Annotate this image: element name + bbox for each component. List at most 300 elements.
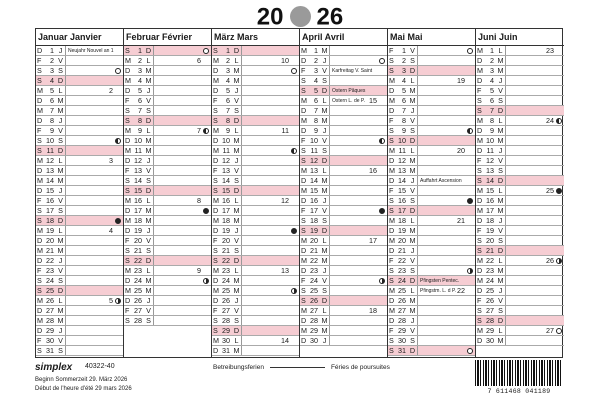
weekday-fr: D: [497, 246, 504, 255]
legend-line: [270, 367, 325, 368]
day-row: [476, 66, 564, 76]
moon-new-icon: [115, 218, 121, 224]
weekday-fr: V: [234, 166, 239, 175]
day-row: [388, 246, 475, 256]
day-row: [388, 96, 475, 106]
weekday-fr: J: [322, 336, 327, 345]
moon-full-icon: [467, 348, 473, 354]
weekday-fr: J: [146, 156, 151, 165]
weekday-fr: S: [322, 216, 327, 225]
day-number: 10: [398, 136, 406, 145]
day-row: [388, 156, 475, 166]
day-row: [300, 256, 387, 266]
day-number: 11: [398, 146, 406, 155]
day-row: [212, 256, 299, 266]
weekday-de: S: [389, 126, 394, 135]
day-divider: [505, 106, 506, 116]
moon-full-icon: [379, 58, 385, 64]
moon-full-icon: [467, 48, 473, 54]
weekday-fr: M: [321, 46, 328, 55]
day-row: [476, 176, 564, 186]
day-row: [300, 106, 387, 116]
day-row: [476, 226, 564, 236]
day-number: 14: [486, 176, 494, 185]
weekday-fr: S: [58, 346, 63, 355]
event-label: Ostern Pâques: [332, 88, 366, 94]
day-row: [388, 76, 475, 86]
day-row: [476, 276, 564, 286]
weekday-fr: M: [497, 336, 504, 345]
day-divider: [329, 206, 330, 216]
weekday-fr: L: [58, 156, 63, 165]
weekday-de: D: [125, 136, 131, 145]
day-number: 13: [310, 166, 318, 175]
weekday-de: S: [37, 146, 42, 155]
day-divider: [153, 96, 154, 106]
day-divider: [329, 156, 330, 166]
weekday-fr: M: [233, 216, 240, 225]
month-title: März Mars: [212, 29, 299, 46]
day-number: 14: [46, 176, 54, 185]
day-number: 31: [398, 346, 406, 355]
weekday-fr: S: [322, 76, 327, 85]
day-row: [476, 236, 564, 246]
day-divider: [329, 226, 330, 236]
day-row: [124, 216, 211, 226]
day-divider: [65, 266, 66, 276]
day-divider: [65, 296, 66, 306]
day-divider: [329, 266, 330, 276]
day-divider: [65, 286, 66, 296]
weekday-fr: S: [410, 196, 415, 205]
weekday-de: F: [37, 126, 42, 135]
day-number: 18: [310, 216, 318, 225]
weekday-fr: V: [498, 86, 503, 95]
day-divider: [329, 146, 330, 156]
weekday-de: M: [301, 326, 307, 335]
day-number: 9: [402, 126, 406, 135]
day-row: [124, 316, 211, 326]
day-number: 4: [226, 76, 230, 85]
day-divider: [417, 346, 418, 356]
weekday-fr: V: [322, 136, 327, 145]
day-number: 3: [402, 66, 406, 75]
day-row: [388, 226, 475, 236]
weekday-de: S: [213, 176, 218, 185]
day-divider: [505, 56, 506, 66]
day-row: [388, 276, 475, 286]
day-row: [388, 306, 475, 316]
day-number: 3: [50, 66, 54, 75]
weekday-fr: V: [58, 266, 63, 275]
week-number: 25: [546, 186, 554, 195]
day-row: [124, 206, 211, 216]
day-row: [300, 126, 387, 136]
day-row: [300, 86, 387, 96]
day-divider: [241, 76, 242, 86]
day-divider: [417, 66, 418, 76]
day-row: [476, 46, 564, 56]
day-divider: [505, 96, 506, 106]
day-number: 4: [490, 76, 494, 85]
day-number: 3: [314, 66, 318, 75]
weekday-de: F: [125, 96, 130, 105]
weekday-fr: L: [498, 186, 503, 195]
day-number: 19: [134, 226, 142, 235]
week-number: 6: [197, 56, 201, 65]
day-row: [212, 146, 299, 156]
day-row: [476, 116, 564, 126]
day-divider: [329, 166, 330, 176]
day-divider: [505, 116, 506, 126]
day-row: [476, 306, 564, 316]
day-number: 21: [46, 246, 54, 255]
weekday-fr: V: [410, 326, 415, 335]
day-row: [124, 306, 211, 316]
day-row: [300, 66, 387, 76]
moon-full-icon: [203, 48, 209, 54]
weekday-de: S: [389, 336, 394, 345]
day-number: 12: [310, 156, 318, 165]
day-divider: [329, 126, 330, 136]
day-divider: [241, 316, 242, 326]
day-number: 13: [46, 166, 54, 175]
weekday-fr: S: [146, 246, 151, 255]
day-divider: [329, 176, 330, 186]
month-column: [124, 29, 212, 357]
week-number: 9: [197, 266, 201, 275]
day-row: [124, 116, 211, 126]
moon-new-icon: [203, 208, 209, 214]
weekday-fr: L: [322, 96, 327, 105]
weekday-de: S: [301, 216, 306, 225]
day-number: 20: [398, 236, 406, 245]
weekday-de: D: [125, 156, 131, 165]
day-number: 2: [226, 56, 230, 65]
day-divider: [65, 176, 66, 186]
moon-last-icon: [291, 148, 297, 154]
weekday-fr: V: [58, 196, 63, 205]
day-row: [212, 286, 299, 296]
day-row: [476, 146, 564, 156]
weekday-fr: S: [410, 266, 415, 275]
weekday-fr: M: [409, 236, 416, 245]
day-row: [388, 286, 475, 296]
day-number: 22: [310, 256, 318, 265]
day-divider: [241, 56, 242, 66]
weekday-fr: D: [145, 186, 152, 195]
weekday-fr: J: [322, 56, 327, 65]
day-divider: [505, 286, 506, 296]
day-number: 27: [134, 306, 142, 315]
day-number: 1: [490, 46, 494, 55]
day-divider: [153, 106, 154, 116]
day-number: 1: [138, 46, 142, 55]
day-number: 13: [398, 166, 406, 175]
week-number: 17: [369, 236, 377, 245]
day-number: 22: [222, 256, 230, 265]
day-row: [212, 306, 299, 316]
day-number: 6: [138, 96, 142, 105]
weekday-de: S: [389, 206, 394, 215]
weekday-de: D: [213, 346, 219, 355]
moon-last-icon: [115, 138, 121, 144]
weekday-de: M: [37, 176, 43, 185]
weekday-de: S: [37, 276, 42, 285]
weekday-fr: D: [233, 326, 240, 335]
moon-full-icon: [556, 328, 562, 334]
day-number: 28: [310, 316, 318, 325]
week-number: 22: [457, 286, 465, 295]
weekday-fr: M: [497, 56, 504, 65]
weekday-de: D: [125, 276, 131, 285]
week-number: 8: [197, 196, 201, 205]
weekday-de: M: [389, 96, 395, 105]
weekday-de: S: [477, 96, 482, 105]
weekday-de: F: [389, 46, 394, 55]
day-number: 5: [138, 86, 142, 95]
day-divider: [153, 196, 154, 206]
day-number: 18: [46, 216, 54, 225]
day-number: 8: [50, 116, 54, 125]
day-divider: [417, 146, 418, 156]
day-divider: [505, 76, 506, 86]
day-number: 18: [134, 216, 142, 225]
day-divider: [65, 56, 66, 66]
day-divider: [329, 186, 330, 196]
weekday-fr: M: [321, 186, 328, 195]
day-row: [124, 86, 211, 96]
day-divider: [505, 136, 506, 146]
weekday-de: S: [37, 206, 42, 215]
legend: [213, 364, 390, 371]
weekday-de: D: [213, 86, 219, 95]
weekday-fr: M: [321, 316, 328, 325]
weekday-fr: L: [146, 126, 151, 135]
day-number: 20: [134, 236, 142, 245]
day-row: [36, 196, 123, 206]
weekday-fr: M: [57, 306, 64, 315]
weekday-de: M: [213, 126, 219, 135]
weekday-de: M: [301, 166, 307, 175]
day-number: 26: [486, 296, 494, 305]
week-number: 4: [109, 226, 113, 235]
day-divider: [329, 276, 330, 286]
moon-new-icon: [379, 208, 385, 214]
day-divider: [417, 236, 418, 246]
day-divider: [505, 206, 506, 216]
day-row: [388, 206, 475, 216]
day-row: [476, 196, 564, 206]
day-divider: [417, 296, 418, 306]
weekday-fr: M: [233, 346, 240, 355]
day-number: 30: [222, 336, 230, 345]
day-divider: [417, 256, 418, 266]
day-row: [124, 106, 211, 116]
day-divider: [65, 136, 66, 146]
weekday-fr: J: [410, 106, 415, 115]
day-row: [36, 226, 123, 236]
day-divider: [241, 286, 242, 296]
weekday-de: D: [125, 86, 131, 95]
day-divider: [505, 236, 506, 246]
weekday-fr: D: [57, 286, 64, 295]
weekday-fr: L: [498, 326, 503, 335]
day-row: [124, 196, 211, 206]
dst-note-de: Beginn Sommerzeit 29. März 2026: [35, 377, 128, 383]
day-divider: [505, 66, 506, 76]
day-divider: [417, 56, 418, 66]
year-right: 26: [316, 3, 344, 31]
weekday-fr: V: [410, 186, 415, 195]
day-row: [388, 186, 475, 196]
day-row: [388, 196, 475, 206]
weekday-fr: D: [321, 86, 328, 95]
day-divider: [505, 126, 506, 136]
weekday-fr: V: [58, 336, 63, 345]
weekday-fr: L: [234, 196, 239, 205]
weekday-fr: L: [498, 256, 503, 265]
week-number: 27: [546, 326, 554, 335]
day-divider: [505, 266, 506, 276]
weekday-fr: D: [233, 186, 240, 195]
weekday-fr: L: [58, 296, 63, 305]
weekday-de: S: [301, 286, 306, 295]
day-row: [476, 206, 564, 216]
weekday-fr: M: [409, 226, 416, 235]
weekday-fr: V: [498, 296, 503, 305]
day-row: [124, 136, 211, 146]
day-number: 14: [134, 176, 142, 185]
weekday-de: D: [37, 256, 43, 265]
year-title: [0, 4, 600, 31]
day-divider: [241, 196, 242, 206]
day-row: [212, 56, 299, 66]
weekday-de: D: [301, 266, 307, 275]
week-number: 18: [369, 306, 377, 315]
day-number: 7: [50, 106, 54, 115]
event-label: Pfingstm. L. d P.: [420, 288, 457, 294]
weekday-de: F: [125, 166, 130, 175]
weekday-fr: L: [322, 236, 327, 245]
day-number: 12: [398, 156, 406, 165]
day-number: 28: [486, 316, 494, 325]
day-divider: [65, 306, 66, 316]
day-number: 19: [398, 226, 406, 235]
week-number: 5: [109, 296, 113, 305]
day-number: 12: [222, 156, 230, 165]
weekday-de: D: [477, 266, 483, 275]
weekday-de: F: [213, 306, 218, 315]
weekday-de: S: [389, 346, 394, 355]
day-divider: [241, 236, 242, 246]
weekday-fr: M: [57, 96, 64, 105]
day-divider: [153, 136, 154, 146]
day-number: 16: [222, 196, 230, 205]
day-number: 23: [486, 266, 494, 275]
weekday-fr: M: [497, 136, 504, 145]
week-number: 21: [457, 216, 465, 225]
day-row: [300, 306, 387, 316]
weekday-fr: S: [146, 176, 151, 185]
weekday-fr: M: [145, 206, 152, 215]
weekday-fr: M: [145, 146, 152, 155]
weekday-de: F: [37, 266, 42, 275]
day-row: [212, 226, 299, 236]
day-row: [212, 46, 299, 56]
day-number: 4: [314, 76, 318, 85]
day-divider: [329, 136, 330, 146]
event-label: Neujahr Nouvel an 1: [68, 48, 114, 54]
weekday-fr: V: [146, 166, 151, 175]
day-number: 30: [310, 336, 318, 345]
weekday-de: S: [477, 176, 482, 185]
day-divider: [417, 206, 418, 216]
product-code: 40322-40: [85, 363, 115, 370]
day-divider: [153, 236, 154, 246]
day-row: [300, 116, 387, 126]
day-number: 2: [402, 56, 406, 65]
day-number: 18: [486, 216, 494, 225]
day-number: 16: [398, 196, 406, 205]
weekday-de: S: [389, 276, 394, 285]
weekday-de: D: [389, 226, 395, 235]
day-row: [300, 156, 387, 166]
weekday-de: S: [213, 186, 218, 195]
day-row: [476, 266, 564, 276]
weekday-de: M: [389, 216, 395, 225]
day-number: 15: [134, 186, 142, 195]
day-divider: [505, 326, 506, 336]
week-number: 7: [197, 126, 201, 135]
day-number: 17: [398, 206, 406, 215]
day-row: [300, 46, 387, 56]
day-divider: [329, 316, 330, 326]
weekday-de: D: [301, 126, 307, 135]
weekday-de: F: [125, 306, 130, 315]
day-row: [388, 256, 475, 266]
day-divider: [505, 156, 506, 166]
weekday-de: D: [301, 196, 307, 205]
day-divider: [241, 246, 242, 256]
weekday-de: D: [37, 186, 43, 195]
weekday-de: D: [125, 206, 131, 215]
day-number: 13: [134, 166, 142, 175]
weekday-de: S: [213, 256, 218, 265]
day-number: 26: [398, 296, 406, 305]
day-row: [124, 146, 211, 156]
day-divider: [241, 276, 242, 286]
event-label: Karfreitag V. Saint: [332, 68, 373, 74]
day-number: 15: [398, 186, 406, 195]
weekday-de: D: [37, 326, 43, 335]
day-divider: [505, 296, 506, 306]
day-number: 26: [310, 296, 318, 305]
day-number: 30: [398, 336, 406, 345]
weekday-de: S: [125, 186, 130, 195]
day-row: [36, 46, 123, 56]
day-row: [300, 186, 387, 196]
weekday-de: F: [477, 86, 482, 95]
day-divider: [65, 316, 66, 326]
calendar-grid: [35, 28, 563, 358]
day-row: [124, 246, 211, 256]
weekday-fr: M: [233, 286, 240, 295]
day-row: [36, 66, 123, 76]
day-divider: [153, 76, 154, 86]
day-row: [212, 296, 299, 306]
day-number: 17: [310, 206, 318, 215]
